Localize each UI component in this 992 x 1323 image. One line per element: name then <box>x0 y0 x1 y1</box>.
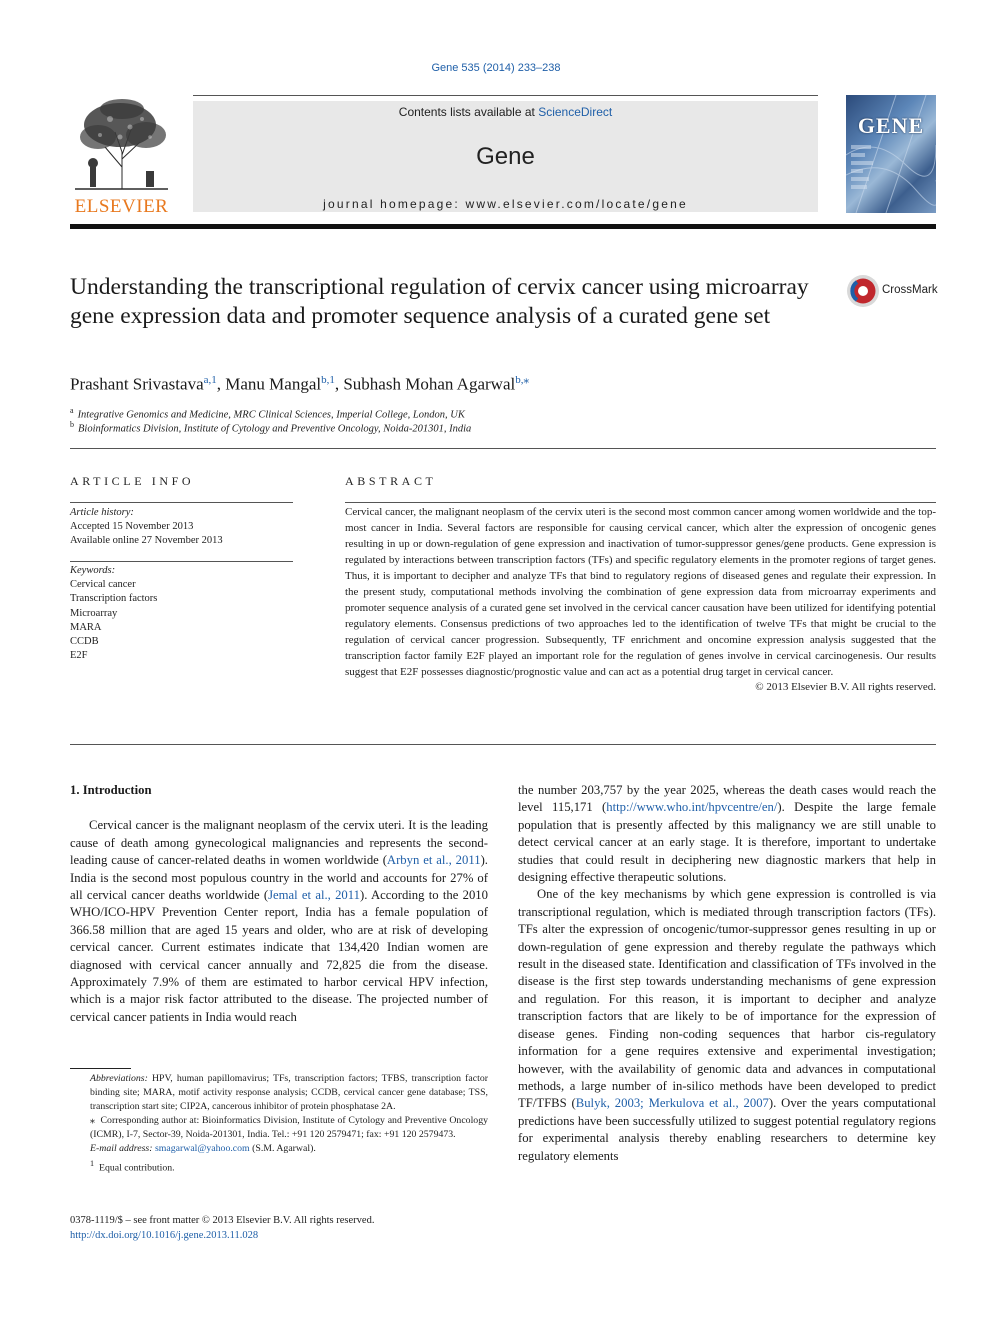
intro-paragraph-2 <box>518 886 936 1165</box>
author-list <box>70 373 830 395</box>
text-run: Cervical cancer is the malignant neoplasm of the cervix uteri. It is the leading cause of death among gynecological malignancies and represents the second-leading cause of cancer-related deaths in women worldwide ( <box>70 818 488 868</box>
abbreviations-footnote <box>70 1072 488 1114</box>
article-info-heading: ARTICLE INFO <box>70 474 195 488</box>
contents-lists-line <box>193 105 818 119</box>
front-matter <box>70 1214 488 1243</box>
affiliation-a <box>70 406 830 421</box>
email-suffix: (S.M. Agarwal). <box>249 1143 316 1155</box>
article-info-rule <box>70 502 293 503</box>
email-link[interactable]: smagarwal@yahoo.com <box>154 1143 250 1155</box>
corresponding-mark: ⁎ <box>90 1115 95 1127</box>
email-label: E-mail address: <box>90 1143 153 1155</box>
keyword: E2F <box>70 650 88 662</box>
citation-link-arbyn[interactable]: Arbyn et al., 2011 <box>386 853 481 868</box>
body-column-left <box>70 782 488 1026</box>
accepted-date: Accepted 15 November 2013 <box>70 521 194 533</box>
author-name[interactable]: Manu Mangal <box>225 374 322 394</box>
affiliation-divider <box>70 448 936 449</box>
abstract-copyright: © 2013 Elsevier B.V. All rights reserved. <box>755 681 936 694</box>
text-run: the number 203,757 by the year 2025, whereas the death cases would reach the level 115,171 ( <box>518 783 936 815</box>
journal-cover[interactable] <box>846 95 936 213</box>
intro-paragraph-1 <box>70 817 488 1026</box>
equal-contribution-footnote <box>70 1157 488 1175</box>
article-title: Understanding the transcriptional regulation of cervix cancer using microarray gene expression data and promoter sequence analysis of a curated gene set <box>70 274 809 329</box>
abstract-heading: ABSTRACT <box>345 474 437 488</box>
author-affiliation-mark[interactable]: a,1 <box>203 374 217 386</box>
article-history <box>70 506 293 549</box>
author-affiliation-mark[interactable]: b,1 <box>321 374 335 386</box>
keyword: Cervical cancer <box>70 579 136 591</box>
abstract-body <box>345 505 936 696</box>
email-footnote <box>70 1142 488 1156</box>
elsevier-wordmark: ELSEVIER <box>74 196 169 217</box>
abstract-bottom-rule <box>70 744 936 745</box>
affiliation-text: Integrative Genomics and Medicine, MRC Clinical Sciences, Imperial College, London, UK <box>77 409 465 421</box>
corresponding-text: Corresponding author at: Bioinformatics Division, Institute of Cytology and Preventive Oncology (ICMR), I-7, Sector-39, Noida-201301, India. Tel.: +91 120 2579471; fax: +91 120 2579473. <box>90 1115 488 1141</box>
journal-masthead <box>193 101 818 212</box>
author-affiliation-mark[interactable]: b,⁎ <box>515 374 529 386</box>
corresponding-author-footnote <box>70 1114 488 1142</box>
footnotes <box>70 1072 488 1175</box>
body-column-right <box>518 782 936 1165</box>
text-run: ). Over the years computational predictions have been successfully utilized to suggest potential regulatory regions for experimental analysis thereby enabling researchers to determine key regulatory elements <box>518 1096 936 1163</box>
affiliation-text: Bioinformatics Division, Institute of Cytology and Preventive Oncology, Noida-201301, India <box>78 423 472 435</box>
elsevier-logo[interactable] <box>70 97 173 215</box>
issn-line: 0378-1119/$ – see front matter © 2013 Elsevier B.V. All rights reserved. <box>70 1215 375 1226</box>
header-divider <box>70 224 936 229</box>
article-info-rule-2 <box>70 561 293 562</box>
text-run: ). Despite the large female population that is presently affected by this malignancy we are still unable to detect cervical cancer at an early stage. It is therefore, important to undertake studies that could result in deciphering new diagnostic markers that help in designing effective therapeutic solutions. <box>518 800 936 885</box>
citation-link-jemal[interactable]: Jemal et al., 2011 <box>268 888 360 903</box>
text-run: ). India is the second most populous country in the world and accounts for 27% of all cervical cancer deaths worldwide ( <box>70 853 488 903</box>
crossmark-icon <box>846 274 880 308</box>
author-separator: , <box>216 374 226 394</box>
who-hpv-link[interactable]: http://www.who.int/hpvcentre/en/ <box>606 800 778 815</box>
author-name[interactable]: Subhash Mohan Agarwal <box>343 374 516 394</box>
intro-paragraph-1-continued <box>518 782 936 886</box>
crossmark-label: CrossMark <box>882 284 938 296</box>
section-heading-introduction: 1. Introduction <box>70 783 152 797</box>
abstract-text: Cervical cancer, the malignant neoplasm of the cervix uteri is the second most common cancer among women worldwide and the top-most cancer in India. Several factors are responsible for causing cervical cancer, which alter the expression of oncogenic genes resulting in up or down-regulation of gene expression and inactivation of tumor-suppressor genes/gene products. Gene expression is regulated by interactions between transcription factors (TFs) and specific regulatory elements in the promoter regions of target genes. Thus, it is important to decipher and analyze TFs that bind to regulatory regions of diseased genes and regulate their expression. In the present study, computational methods involving the combination of gene expression data from microarray experiments and promoter sequence analysis of a curated gene set involved in the cervical cancer causation have been utilized for identifying potential regulatory elements. Consensus predictions of two approaches led to the identification of twelve TFs that might be crucial to the regulation of cervical cancer progression. Subsequently, TF enrichment and oncomine expression analysis suggested that the transcription factor family E2F played an important role for the regulation of genes involve in cervical carcinogenesis. Our results suggest that E2F possesses diagnostic/prognostic value and can act as a potential drug target in cervical cancer. <box>345 506 936 678</box>
author-separator: , <box>334 374 344 394</box>
cover-title: GENE <box>857 113 925 138</box>
author-name[interactable]: Prashant Srivastava <box>70 374 204 394</box>
keywords-label: Keywords: <box>70 565 116 576</box>
journal-name: Gene <box>476 143 535 170</box>
text-run: ). According to the 2010 WHO/ICO-HPV Prevention Center report, India has a female population of 366.58 million that are aged 15 years and older, who are at risk of developing cervical cancer. Current estimates indicate that 134,420 Indian women are diagnosed with cervical cancer annually and 72,825 die from the disease. Approximately 7.9% of them are estimated to harbor cervical HPV infection, which is a major risk factor attributed to the disease. The projected number of cervical cancer patients in India would reach <box>70 888 488 1024</box>
equal-text: Equal contribution. <box>98 1161 175 1173</box>
journal-homepage[interactable]: journal homepage: www.elsevier.com/locate/gene <box>323 197 688 211</box>
journal-citation[interactable]: Gene 535 (2014) 233–238 <box>431 62 561 74</box>
affiliation-mark: a <box>70 406 74 415</box>
masthead-top-rule <box>193 95 818 96</box>
keyword: MARA <box>70 621 102 633</box>
abbreviations-label: Abbreviations: <box>90 1073 148 1084</box>
sciencedirect-link[interactable]: ScienceDirect <box>538 105 613 119</box>
history-label: Article history: <box>70 507 134 518</box>
footnote-rule <box>70 1068 131 1069</box>
elsevier-tree-icon <box>70 97 173 193</box>
keyword: Microarray <box>70 607 118 619</box>
doi-link[interactable]: http://dx.doi.org/10.1016/j.gene.2013.11.028 <box>70 1229 259 1241</box>
abbreviations-text: HPV, human papillomavirus; TFs, transcription factors; TFBS, transcription factor binding site; MARA, motif activity response analysis; CCDB, cervical cancer gene database; TSS, transcription start site; CIP2A, cancerous inhibitor of protein phosphatase 2A. <box>90 1073 489 1113</box>
text-run: One of the key mechanisms by which gene expression is controlled is via transcriptional regulation, which is mediated through transcription factors (TFs). TFs alter the expression of oncogenic/tumor-suppressor genes resulting in up or down-regulation of gene expression and thereby regulate the pathways which result in the diseased state. Identification and classification of TFs involved in the disease is the first step towards understanding mechanisms of gene expression and regulation. For this reason, it is important to decipher and analyze transcription factors that are likely to be of importance for the expression of disease genes. Finding non-coding sequences that harbor cis-regulatory information for a gene requires extensive and experimental investigation; however, with the availability of genomic data and advances in computational methods, a large number of in-silico methods have been developed to predict TF/TFBS ( <box>518 887 936 1111</box>
available-date: Available online 27 November 2013 <box>70 535 223 547</box>
affiliation-mark: b <box>70 420 74 429</box>
affiliation-b <box>70 420 830 435</box>
citation-link-bulyk-merkulova[interactable]: Bulyk, 2003; Merkulova et al., 2007 <box>575 1096 769 1111</box>
equal-mark: 1 <box>90 1158 95 1168</box>
keywords-block <box>70 564 293 663</box>
keyword: CCDB <box>70 636 99 648</box>
contents-prefix: Contents lists available at <box>398 105 539 119</box>
crossmark-button[interactable] <box>846 274 941 308</box>
abstract-rule <box>345 502 936 503</box>
keyword: Transcription factors <box>70 593 158 605</box>
